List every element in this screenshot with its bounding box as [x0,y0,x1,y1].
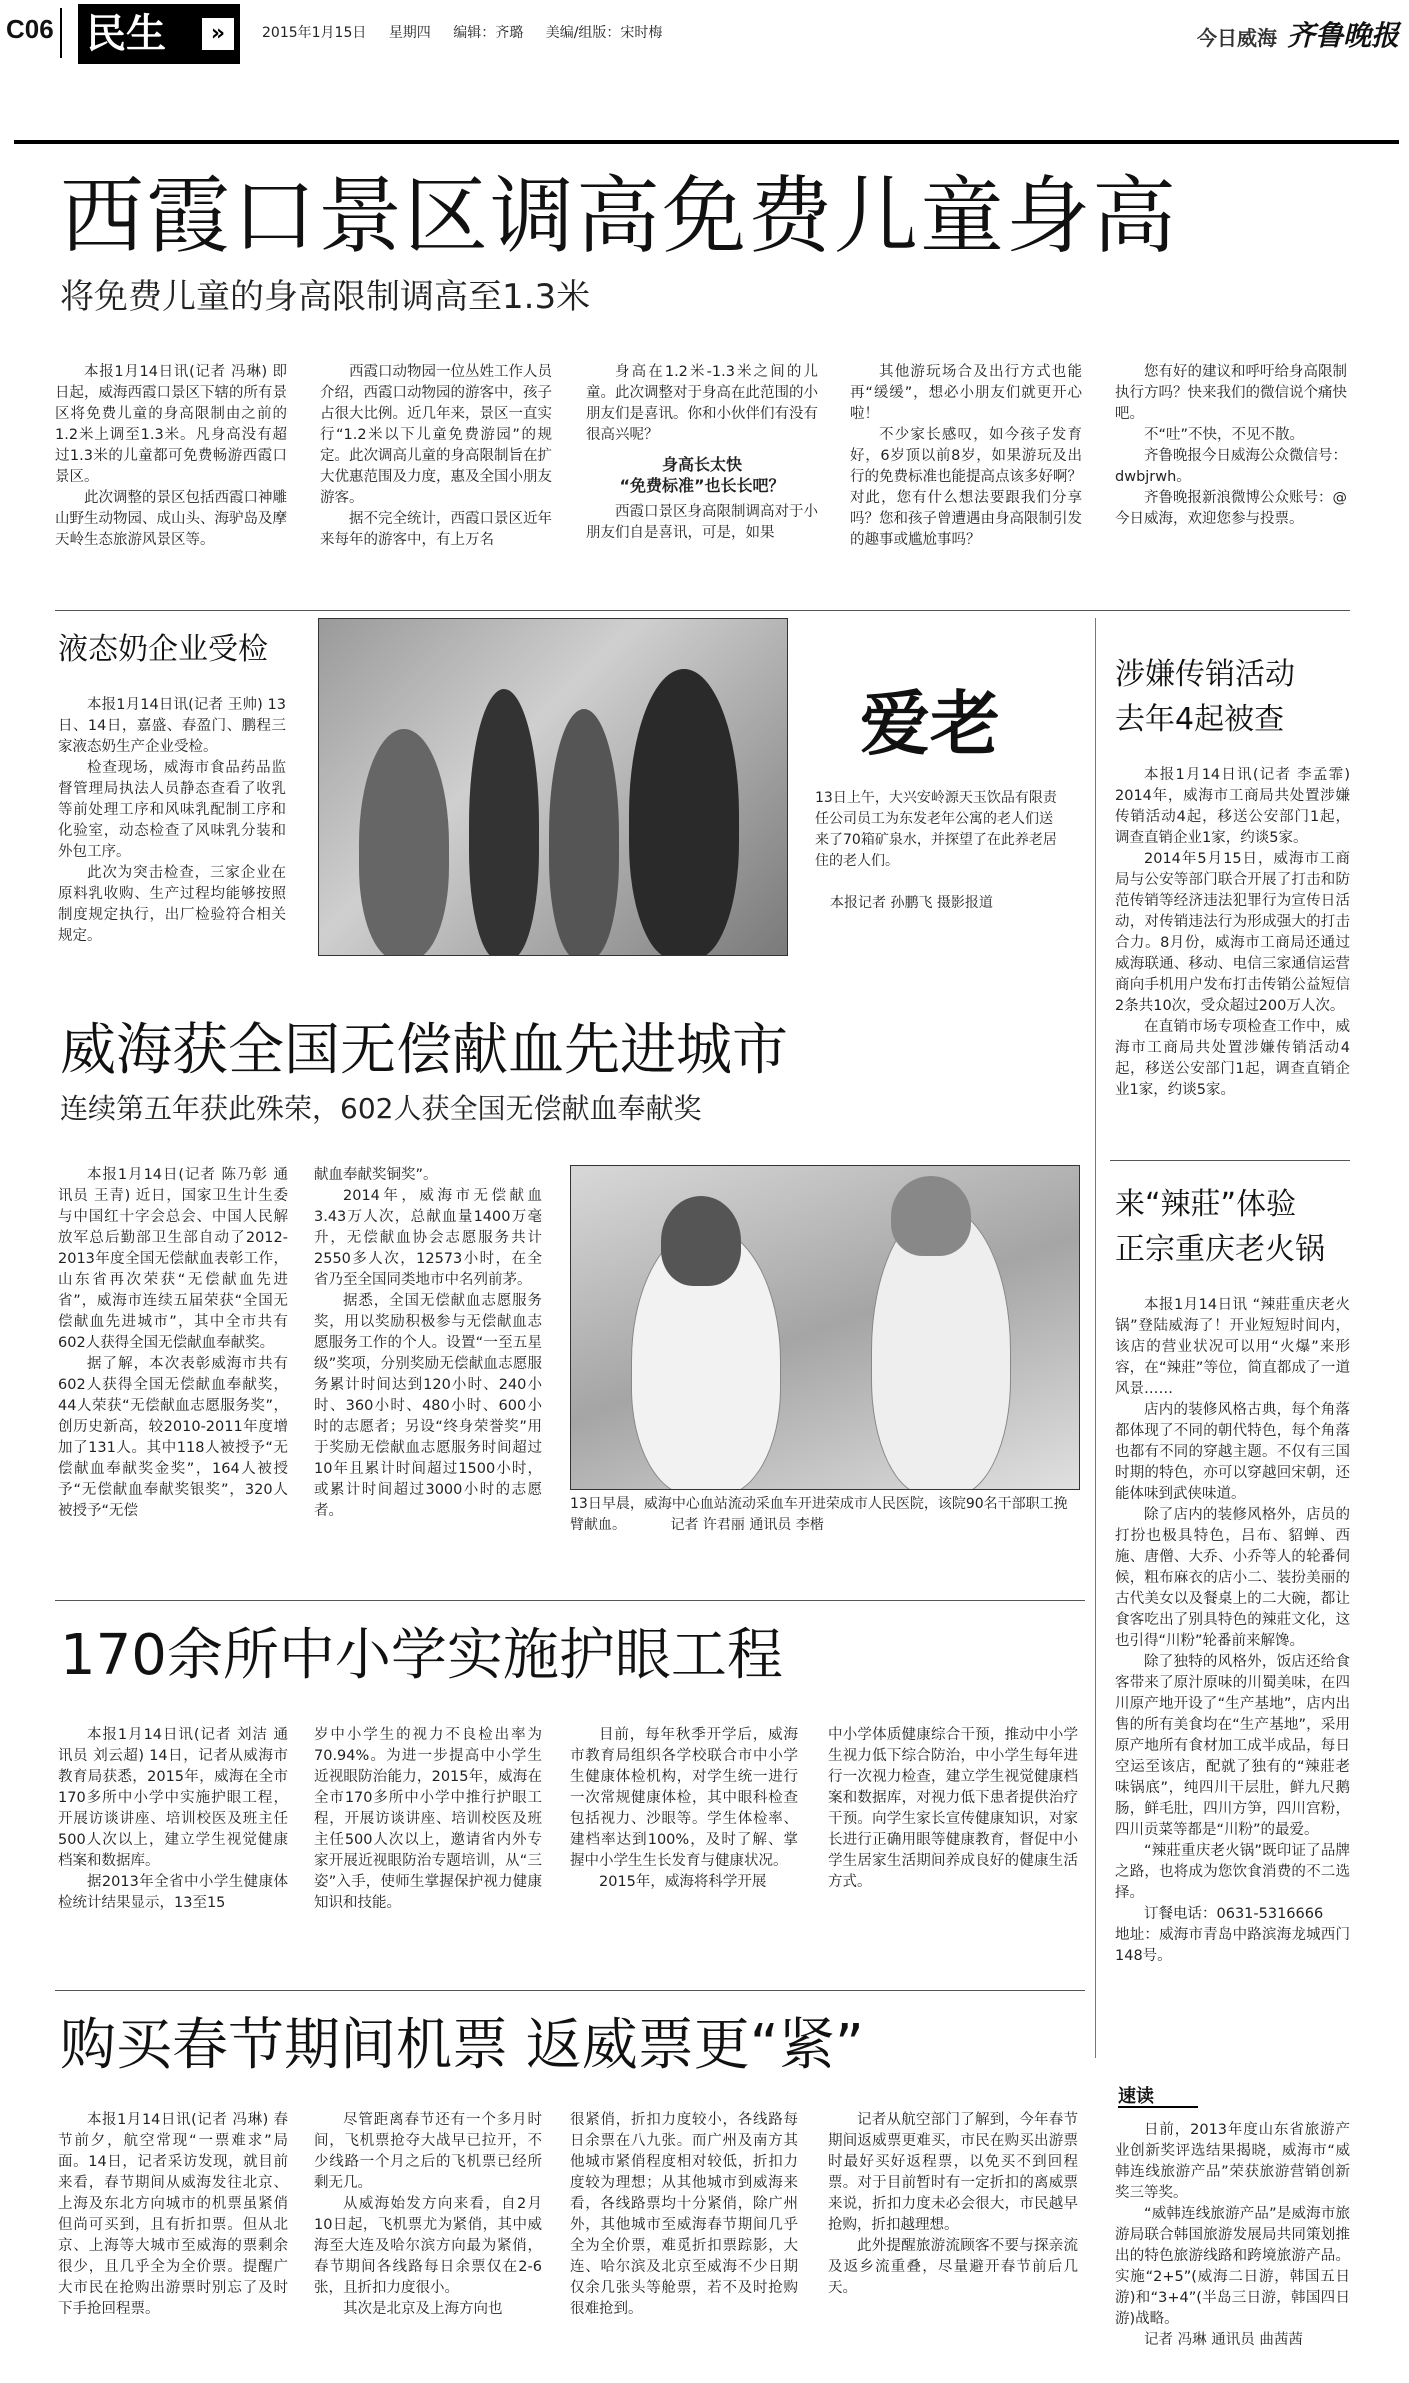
headline-blood: 威海获全国无偿献血先进城市 [60,1018,788,1083]
paragraph: 很紧俏，折扣力度较小，各线路每日余票在八九张。而广州及南方其他城市紧俏程度相对较低，折扣力度较为理想；从其他城市到威海来看，各线路票均十分紧俏，除广州外，其他城市至威海春节期间几乎全为全价票，难觅折扣票踪影，大连、哈尔滨及北京至威海不少日期仅余几张头等舱票，若不及时抢购很难抢到。 [570,2112,798,2317]
article-col [314,2110,542,2320]
paragraph: 西霞口景区身高限制调高对于小朋友们自是喜讯，可是，如果 [586,504,818,541]
paragraph: 2015年，威海将科学开展 [599,1874,767,1890]
page-header [0,0,1409,70]
brand-logo: 齐鲁晚报 [1286,19,1399,52]
paragraph: 本报1月14日讯(记者 王帅) 13日、14日，嘉盛、春盈门、鹏程三家液态奶生产企业受检。 [58,697,286,755]
paragraph: 检查现场，威海市食品药品监督管理局执法人员静态查看了收乳等前处理工序和风味乳配制工序和化验室，动态检查了风味乳分装和外包工序。 [58,760,286,860]
paragraph: 据2013年全省中小学生健康体检统计结果显示，13至15 [58,1874,288,1911]
header-divider [60,8,62,58]
article-col [58,2110,288,2320]
photo-credit: 记者 许君丽 通讯员 李楷 [670,1517,824,1533]
headline-tickets: 购买春节期间机票 返威票更“紧” [60,2013,864,2078]
paragraph: 据悉，全国无偿献血志愿服务奖，用以奖励积极参与无偿献血志愿服务工作的个人。设置“一至五星级”奖项，分别奖励无偿献血志愿服务累计时间达到120小时、240小时、360小时、480小时、600小时的志愿者；另设“终身荣誉奖”用于奖励无偿献血志愿服务时间超过10年且累计时间超过1500小时，或累计时间超过3000小时的志愿者。 [314,1293,542,1519]
article-col [55,362,287,551]
paragraph: 日前，2013年度山东省旅游产业创新奖评选结果揭晓，威海市“威韩连线旅游产品”荣获旅游营销创新奖三等奖。 [1115,2122,1350,2201]
paragraph: 中小学体质健康综合干预，推动中小学生视力低下综合防治，中小学生每年进行一次视力检查，建立学生视觉健康档案和数据库，对视力低下患者提供治疗干预。向学生家长宣传健康知识，对家长进行正确用眼等健康教育，督促中小学生居家生活期间养成良好的健康生活方式。 [828,1727,1078,1890]
headline-hotpot: 来“辣莊”体验 [1115,1187,1297,1222]
article-col [1115,765,1350,1101]
headline-pyramid-2: 去年4起被查 [1115,702,1285,737]
column-divider [1095,618,1096,2058]
headline-ailao: 爱老 [860,683,1000,765]
article-col [828,2110,1078,2299]
subhead-blood: 连续第五年获此殊荣，602人获全国无偿献血奉献奖 [60,1092,702,1125]
paragraph: 本报1月14日讯(记者 李孟霏) 2014年，威海市工商局共处置涉嫌传销活动4起，移送公安部门1起，调查直销企业1家，约谈5家。 [1115,767,1350,846]
paragraph: 其次是北京及上海方向也 [343,2301,503,2317]
headline-milk: 液态奶企业受检 [58,632,268,667]
paragraph: 记者从航空部门了解到，今年春节期间返威票更难买，市民在购买出游票时最好买好返程票，以免买不到回程票。对于目前暂时有一定折扣的离威票来说，折扣力度未必会很大，市民越早抢购，折扣越理想。 [828,2112,1078,2233]
reporter-credit: 记者 冯琳 通讯员 曲茜茜 [1144,2332,1303,2348]
paragraph: “辣莊重庆老火锅”既印证了品牌之路，也将成为您饮食消费的不二选择。 [1115,1843,1350,1901]
address: 地址：威海市青岛中路滨海龙城西门148号。 [1115,1927,1350,1964]
article-col [1115,2120,1350,2351]
paragraph: 店内的装修风格古典，每个角落都体现了不同的朝代特色，每个角落也都有不同的穿越主题。不仅有三国时期的特色，亦可以穿越回宋朝，还能体味到武侠味道。 [1115,1402,1350,1502]
paragraph: 目前，每年秋季开学后，威海市教育局组织各学校联合市中小学生健康体检机构，对学生统一进行一次常规健康体检，其中眼科检查包括视力、沙眼等。学生体检率、建档率达到100%，及时了解、掌握中小学生生长发育与健康状况。 [570,1727,798,1869]
headline-pyramid: 涉嫌传销活动 [1115,657,1295,692]
headline-hotpot-2: 正宗重庆老火锅 [1115,1232,1325,1267]
editor: 编辑：齐璐 [453,25,524,41]
article-col [314,1165,542,1522]
article-col [1115,362,1347,530]
article-col [58,695,286,947]
issue-date: 2015年1月15日 [262,25,367,41]
section-name: 民生 [86,11,166,57]
article-col [58,1725,288,1914]
paragraph: 本报1月14日讯(记者 刘洁 通讯员 刘云超) 14日，记者从威海市教育局获悉，2015年，威海在全市170多所中小学中实施护眼工程，开展访谈讲座、培训校医及班主任500人次以上，建立学生视觉健康档案和数据库。 [58,1727,288,1869]
phone-number: 订餐电话：0631-5316666 [1144,1906,1324,1922]
paragraph: 齐鲁晚报新浪微博公众账号：@今日威海，欢迎您参与投票。 [1115,490,1347,527]
paragraph: 此外提醒旅游流顾客不要与探亲流及返乡流重叠，尽量避开春节前后几天。 [828,2238,1078,2296]
paragraph: 不少家长感叹，如今孩子发育好，6岁顶以前8岁，如果游玩及出行的免费标准也能提高点该多好啊？对此，您有什么想法要跟我们分享吗？您和孩子曾遭遇由身高限制引发的趣事或尴尬事吗？ [850,427,1082,548]
article-col [586,362,818,544]
paragraph: 岁中小学生的视力不良检出率为70.94%。为进一步提高中小学生近视眼防治能力，2015年，威海在全市170多所中小学中推行护眼工程，开展访谈讲座、培训校医及班主任500人次以上，邀请省内外专家开展近视眼防治专题培训，从“三姿”入手，使师生掌握保护视力健康知识和技能。 [314,1727,542,1911]
page-number: C06 [6,14,54,44]
paragraph: 献血奉献奖铜奖”。 [314,1167,438,1183]
paragraph: 身高在1.2米-1.3米之间的儿童。此次调整对于身高在此范围的小朋友们是喜讯。你和小伙伴们有没有很高兴呢？ [586,364,818,443]
article-col [320,362,552,551]
paragraph: 除了店内的装修风格外，店员的打扮也极具特色，吕布、貂蝉、西施、唐僧、大乔、小乔等人的轮番伺候，粗布麻衣的店小二、装扮美丽的古代美女以及餐桌上的二大碗，都让食客吃出了别具特色的辣莊文化，这也引得“川粉”轮番前来解馋。 [1115,1507,1350,1649]
paragraph: 从威海始发方向来看，自2月10日起，飞机票尤为紧俏，其中威海至大连及哈尔滨方向最为紧俏，春节期间各线路每日余票仅在2-6张，且折扣力度很小。 [314,2196,542,2296]
paragraph: 此次为突击检查，三家企业在原料乳收购、生产过程均能够按照制度规定执行，出厂检验符合相关规定。 [58,865,286,944]
article-col [570,1725,798,1893]
article-col [314,1725,542,1914]
double-chevron-icon: » [202,18,234,50]
inline-head: 身高长太快 [661,455,742,474]
article-col [1115,1295,1350,1967]
article-col [58,1165,288,1522]
designer: 美编/组版：宋时梅 [545,25,663,41]
paragraph: 西霞口动物园一位丛姓工作人员介绍，西霞口动物园的游客中，孩子占很大比例。近几年来，景区一直实行“1.2米以下儿童免费游园”的规定。此次调高儿童的身高限制旨在扩大优惠范围及力度，惠及全国小朋友游客。 [320,364,552,506]
paragraph: 在直销市场专项检查工作中，威海市工商局共处置涉嫌传销活动4起，移送公安部门1起，调查直销企业1家，约谈5家。 [1115,1019,1350,1098]
photo-caption [570,1494,1080,1536]
section-divider [55,1600,1085,1601]
paragraph: 除了独特的风格外，饭店还给食客带来了原汁原味的川蜀美味，在四川原产地开设了“生产基地”，店内出售的所有美食均在“生产基地”，采用原产地所有食材加工成半成品，每日空运至该店，配就了独有的“辣莊老味锅底”，纯四川干层肚，鲜九尺鹅肠，鲜毛肚，四川方笋，四川宫粉，四川贡菜等都是“川粉”的最爱。 [1115,1654,1350,1838]
caption-text: 13日早晨，威海中心血站流动采血车开进荣成市人民医院，该院90名干部职工挽臂献血。 [570,1496,1068,1533]
brief-label: 速读 [1118,2082,1198,2108]
paragraph: 本报1月14日(记者 陈乃彰 通讯员 王青) 近日，国家卫生计生委与中国红十字会总会、中国人民解放军总后勤部卫生部自动了2012-2013年度全国无偿献血表彰工作，山东省再次荣获“无偿献血先进省”，威海市连续五届荣获“全国无偿献血先进城市”，其中全市共有602人获得全国无偿献血奉献奖。 [58,1167,288,1351]
article-col [828,1725,1078,1893]
section-divider [1110,1160,1350,1161]
paragraph: 齐鲁晚报今日威海公众微信号：dwbjrwh。 [1115,448,1347,485]
issue-weekday: 星期四 [388,25,431,41]
paragraph: 尽管距离春节还有一个多月时间，飞机票抢夺大战早已拉开，不少线路一个月之后的飞机票已经所剩无几。 [314,2112,542,2191]
photo-blood-donation [570,1165,1080,1490]
section-divider [55,1990,1085,1991]
headline-eyecare: 170余所中小学实施护眼工程 [60,1623,783,1688]
photo-credit: 本报记者 孙鹏飞 摄影报道 [830,895,993,911]
paragraph: 您有好的建议和呼吁给身高限制执行方吗？快来我们的微信说个痛快吧。 [1115,364,1347,422]
paragraph: 其他游玩场合及出行方式也能再“缓缓”，想必小朋友们就更开心啦！ [850,364,1082,422]
brand [1197,14,1399,54]
section-label [78,4,240,64]
paragraph: 2014年5月15日，威海市工商局与公安等部门联合开展了打击和防范传销等经济违法犯罪行为宣传日活动，对传销违法行为形成强大的打击合力。8月份，威海市工商局还通过威海联通、移动、电信三家通信运营商向手机用户发布打击传销公益短信2条共10次，受众超过200万人次。 [1115,851,1350,1014]
article-col [570,2110,798,2320]
photo-elderly [318,618,788,956]
paragraph: 2014年，威海市无偿献血3.43万人次，总献血量1400万毫升，无偿献血协会志愿服务共计2550多人次，12573小时，在全省乃至全国同类地市中名列前茅。 [314,1188,542,1288]
header-rule [14,140,1399,144]
header-meta [262,22,680,42]
paragraph: 本报1月14日讯(记者 冯琳) 即日起，威海西霞口景区下辖的所有景区将免费儿童的身高限制由之前的1.2米上调至1.3米。凡身高没有超过1.3米的儿童都可免费畅游西霞口景区。 [55,364,287,485]
paragraph: 不“吐”不快，不见不散。 [1144,427,1305,443]
brand-area: 今日威海 [1196,26,1277,50]
paragraph: “威韩连线旅游产品”是威海市旅游局联合韩国旅游发展局共同策划推出的特色旅游线路和跨境旅游产品。实施“2+5”(威海二日游，韩国五日游)和“3+4”(半岛三日游，韩国四日游)战略。 [1115,2206,1350,2327]
inline-head: “免费标准”也长长吧？ [619,476,785,495]
section-divider [55,610,1350,611]
paragraph: 本报1月14日讯(记者 冯琳) 春节前夕，航空常现“一票难求”局面。14日，记者采访发现，就目前来看，春节期间从威海发往北京、上海及东北方向城市的机票虽紧俏但尚可买到，且有折扣票。但从北京、上海等大城市至威海的票剩余很少，且几乎全为全价票。提醒广大市民在抢购出游票时别忘了及时下手抢回程票。 [58,2112,288,2317]
paragraph: 本报1月14日讯 “辣莊重庆老火锅”登陆威海了！开业短短时间内，该店的营业状况可以用“火爆”来形容，在“辣莊”等位，简直都成了一道风景…… [1115,1297,1350,1397]
subhead-xixiakou: 将免费儿童的身高限制调高至1.3米 [60,277,591,317]
headline-xixiakou: 西霞口景区调高免费儿童身高 [60,167,1179,265]
photo-caption: 13日上午，大兴安岭源天玉饮品有限责任公司员工为东发老年公寓的老人们送来了70箱矿泉水，并探望了在此养老居住的老人们。 [815,790,1057,869]
article-col [850,362,1082,551]
paragraph: 此次调整的景区包括西霞口神雕山野生动物园、成山头、海驴岛及摩天岭生态旅游风景区等。 [55,490,287,548]
paragraph: 据不完全统计，西霞口景区近年来每年的游客中，有上万名 [320,511,552,548]
paragraph: 据了解，本次表彰威海市共有602人获得全国无偿献血奉献奖，44人荣获“无偿献血志愿服务奖”，创历史新高，较2010-2011年度增加了131人。其中118人被授予“无偿献血奉献奖金奖”，164人被授予“无偿献血奉献奖银奖”，320人被授予“无偿 [58,1356,288,1519]
